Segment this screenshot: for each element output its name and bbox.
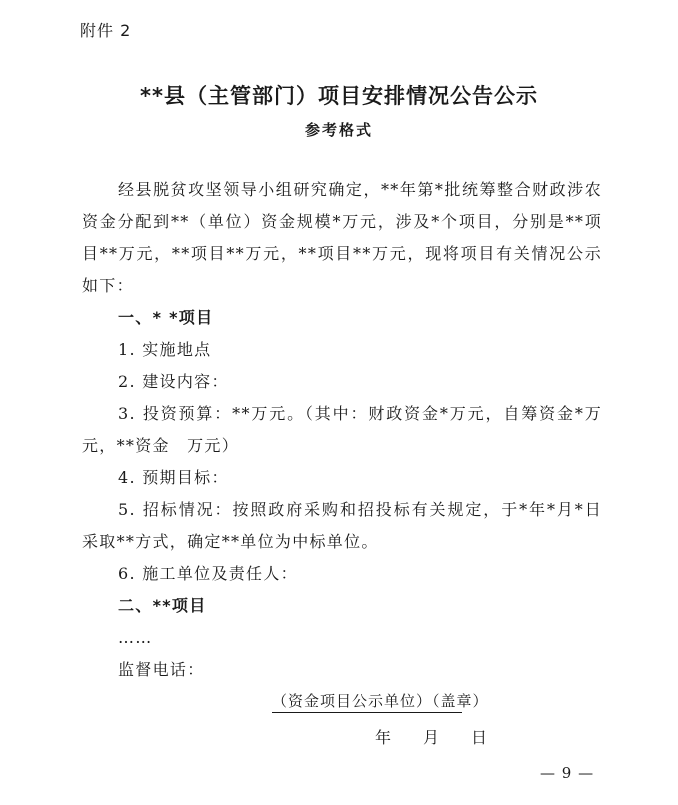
date-line: 年 月 日: [375, 728, 488, 747]
page-number: — 9 —: [540, 764, 595, 782]
document-subtitle: 参考格式: [304, 121, 373, 139]
intro-paragraph: 经县脱贫攻坚领导小组研究确定，**年第*批统筹整合财政涉农资金分配到**（单位）资金规模*万元，涉及*个项目，分别是**项目**万元，**项目**万元，**项目**万元，现将项目有关情况公示如下：: [82, 180, 602, 295]
signature-line: （资金项目公示单位）（盖章）: [272, 692, 489, 710]
section-one-heading: 一、* *项目: [118, 308, 214, 327]
section-two-heading: 二、**项目: [118, 596, 207, 615]
item-expected-goal: 4. 预期目标：: [118, 468, 229, 487]
ellipsis-text: ……: [118, 628, 153, 647]
item-construction-content: 2. 建设内容：: [118, 372, 229, 391]
signature-underline: [272, 712, 462, 713]
document-body: [82, 174, 602, 686]
attachment-label: 附件 2: [80, 21, 132, 40]
document-title: **县（主管部门）项目安排情况公告公示: [140, 84, 538, 108]
item-investment-budget: 3. 投资预算：**万元。（其中：财政资金*万元，自筹资金*万元，**资金 万元）: [82, 404, 602, 455]
item-bidding-status: 5. 招标情况：按照政府采购和招投标有关规定，于*年*月*日采取**方式，确定**单位为中标单位。: [82, 500, 602, 551]
item-location: 1. 实施地点: [118, 340, 212, 359]
item-contractor: 6. 施工单位及责任人：: [118, 564, 298, 583]
supervision-phone: 监督电话：: [118, 660, 205, 679]
